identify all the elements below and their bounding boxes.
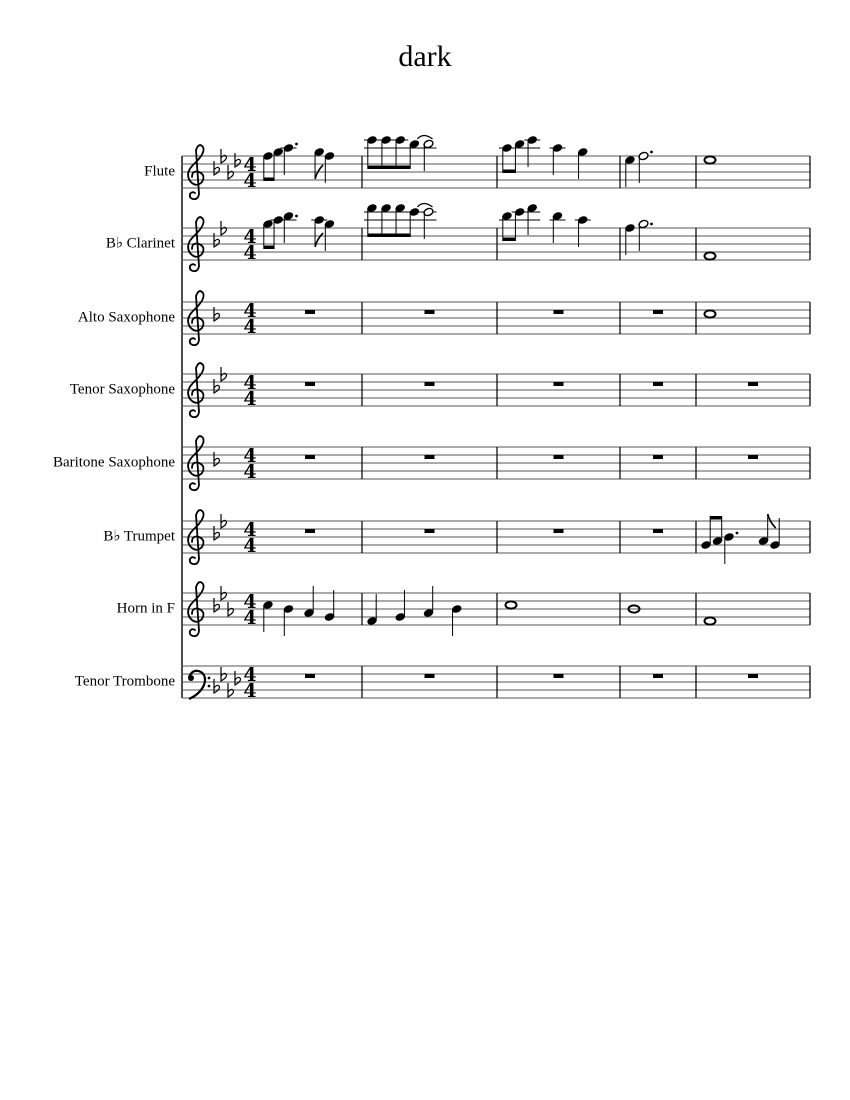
staff-alto-saxophone: [182, 291, 810, 345]
measure: [262, 586, 335, 636]
measure: [624, 219, 652, 255]
whole-rest: [554, 529, 564, 533]
whole-rest: [653, 382, 663, 386]
whole-rest: [425, 310, 435, 314]
time-signature-bottom: 4: [243, 388, 257, 410]
flat-icon: [214, 161, 219, 175]
beam: [710, 516, 722, 520]
measure: [305, 310, 315, 314]
time-signature-top: 4: [243, 154, 257, 176]
dot: [650, 151, 653, 154]
staff-horn-in-f: [182, 582, 810, 636]
tie: [417, 136, 432, 140]
whole-rest: [554, 674, 564, 678]
beam: [503, 238, 516, 242]
measure: [305, 455, 315, 459]
whole-rest: [554, 382, 564, 386]
whole-rest: [305, 382, 315, 386]
measure: [554, 382, 564, 386]
whole-rest: [653, 310, 663, 314]
measure: [653, 455, 663, 459]
flat-icon: [235, 153, 240, 167]
staff-baritone-saxophone: [182, 436, 810, 490]
flat-icon: [214, 452, 219, 466]
measure: [700, 514, 780, 564]
measure: [425, 529, 435, 533]
instrument-name: B♭ Trumpet: [103, 528, 175, 545]
bass-clef-dot: [208, 677, 211, 680]
time-signature-top: 4: [243, 300, 257, 322]
instrument-name: Baritone Saxophone: [52, 454, 175, 471]
instrument-name: Horn in F: [116, 600, 175, 617]
measure: [554, 455, 564, 459]
whole-note: [705, 617, 716, 624]
beam: [368, 234, 410, 238]
time-signature-bottom: 4: [243, 170, 257, 192]
staff-tenor-saxophone: [182, 363, 810, 417]
staff-b-trumpet: [182, 510, 810, 564]
measure: [425, 310, 435, 314]
measure: [305, 382, 315, 386]
whole-rest: [305, 529, 315, 533]
whole-note: [705, 310, 716, 317]
whole-rest: [425, 382, 435, 386]
flag: [315, 233, 323, 247]
staff-flute: [182, 135, 810, 199]
time-signature-top: 4: [243, 372, 257, 394]
measure: [705, 252, 716, 259]
measure: [554, 310, 564, 314]
time-signature-top: 4: [243, 591, 257, 613]
dot: [736, 532, 739, 535]
measure: [748, 455, 758, 459]
score-title: dark: [398, 40, 452, 73]
measure: [748, 674, 758, 678]
whole-rest: [425, 455, 435, 459]
flat-icon: [214, 233, 219, 247]
measure: [262, 211, 335, 251]
measure: [506, 601, 517, 608]
measure: [425, 382, 435, 386]
measure: [305, 674, 315, 678]
beam: [264, 178, 274, 182]
time-signature-top: 4: [243, 664, 257, 686]
whole-rest: [305, 455, 315, 459]
whole-rest: [653, 529, 663, 533]
whole-rest: [748, 382, 758, 386]
time-signature-top: 4: [243, 519, 257, 541]
whole-rest: [653, 674, 663, 678]
time-signature-bottom: 4: [243, 535, 257, 557]
bass-clef-dot: [208, 685, 211, 688]
time-signature-bottom: 4: [243, 680, 257, 702]
bass-clef-icon: [189, 671, 205, 699]
whole-rest: [748, 455, 758, 459]
tie: [417, 204, 432, 208]
measure: [653, 310, 663, 314]
time-signature-bottom: 4: [243, 461, 257, 483]
dot: [295, 143, 298, 146]
instrument-name: Tenor Trombone: [74, 673, 175, 690]
instrument-name: Flute: [144, 163, 175, 180]
flat-icon: [214, 379, 219, 393]
measure: [425, 674, 435, 678]
measure: [499, 203, 591, 247]
whole-rest: [554, 455, 564, 459]
measure: [366, 586, 462, 636]
instrument-name: B♭ Clarinet: [105, 235, 175, 252]
time-signature-top: 4: [243, 445, 257, 467]
time-signature-bottom: 4: [243, 316, 257, 338]
time-signature-bottom: 4: [243, 242, 257, 264]
flat-icon: [235, 671, 240, 685]
whole-rest: [653, 455, 663, 459]
measure: [554, 529, 564, 533]
measure: [705, 310, 716, 317]
measure: [262, 143, 335, 183]
measure: [364, 203, 437, 239]
measure: [705, 156, 716, 163]
instrument-name: Tenor Saxophone: [69, 381, 175, 398]
flat-icon: [214, 526, 219, 540]
dot: [295, 215, 298, 218]
beam: [368, 166, 410, 170]
instrument-name: Alto Saxophone: [77, 309, 175, 326]
beam: [264, 246, 274, 250]
beam: [503, 170, 516, 174]
measure: [653, 674, 663, 678]
whole-note: [506, 601, 517, 608]
whole-rest: [748, 674, 758, 678]
measure: [305, 529, 315, 533]
flat-icon: [214, 598, 219, 612]
measure: [653, 382, 663, 386]
whole-note: [705, 252, 716, 259]
staff-b-clarinet: [182, 203, 810, 271]
flat-icon: [214, 679, 219, 693]
measure: [554, 674, 564, 678]
measure: [705, 617, 716, 624]
whole-rest: [305, 674, 315, 678]
time-signature-bottom: 4: [243, 607, 257, 629]
dot: [650, 223, 653, 226]
measure: [653, 529, 663, 533]
measure: [748, 382, 758, 386]
whole-rest: [425, 674, 435, 678]
staff-tenor-trombone: [182, 664, 810, 702]
whole-rest: [425, 529, 435, 533]
measure: [364, 135, 437, 171]
time-signature-top: 4: [243, 226, 257, 248]
measure: [425, 455, 435, 459]
whole-note: [705, 156, 716, 163]
whole-rest: [305, 310, 315, 314]
flat-icon: [214, 307, 219, 321]
whole-rest: [554, 310, 564, 314]
